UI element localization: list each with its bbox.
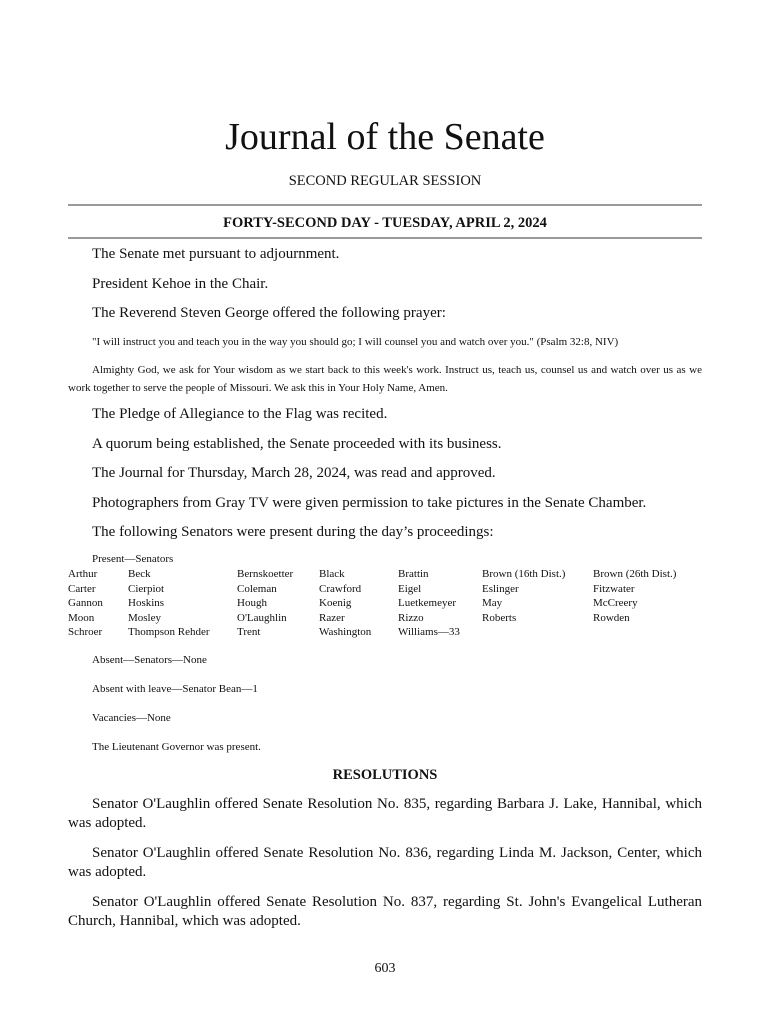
- senator-name: Luetkemeyer: [398, 597, 457, 610]
- roster-column: [398, 567, 460, 640]
- senator-name: Arthur: [68, 568, 98, 580]
- senator-name: Thompson Rehder: [128, 626, 210, 639]
- senator-name: Razer: [319, 611, 345, 624]
- senator-name: Coleman: [237, 582, 277, 595]
- senator-name: Brown (26th Dist.): [593, 568, 677, 580]
- senator-name: McCreery: [593, 597, 638, 610]
- senator-name: Crawford: [319, 582, 362, 595]
- senator-name: Cierpiot: [128, 582, 165, 595]
- present-heading: Present—Senators: [92, 553, 174, 565]
- proceedings-paragraph: The following Senators were present during the day’s proceedings:: [92, 524, 494, 540]
- senator-name: Hoskins: [128, 597, 165, 610]
- senator-name: Trent: [237, 626, 261, 639]
- absent-with-leave-line: Absent with leave—Senator Bean—1: [92, 683, 258, 695]
- lieutenant-governor-line: The Lieutenant Governor was present.: [92, 741, 261, 753]
- senator-name: Brattin: [398, 568, 429, 580]
- senator-name: Bernskoetter: [237, 568, 294, 580]
- senator-name: Koenig: [319, 597, 352, 610]
- proceedings-paragraph: Photographers from Gray TV were given permission to take pictures in the Senate Chamber.: [92, 495, 647, 511]
- proceedings-paragraph: A quorum being established, the Senate proceeded with its business.: [92, 436, 502, 452]
- senator-name: Rowden: [593, 611, 630, 624]
- senator-roster: [0, 567, 770, 647]
- opening-paragraph: The Senate met pursuant to adjournment.: [92, 246, 340, 262]
- senator-name: Hough: [237, 597, 267, 610]
- senator-name: Eslinger: [482, 582, 519, 595]
- senator-name: Beck: [128, 568, 151, 580]
- journal-title: Journal of the Senate: [225, 116, 545, 158]
- roster-column: [319, 567, 371, 640]
- senator-name: Carter: [68, 582, 96, 595]
- day-heading: FORTY-SECOND DAY - TUESDAY, APRIL 2, 2024: [223, 215, 547, 231]
- session-label: SECOND REGULAR SESSION: [288, 173, 482, 189]
- senator-name: Roberts: [482, 611, 517, 624]
- roster-column: [128, 567, 210, 640]
- senator-name: Fitzwater: [593, 582, 635, 595]
- senator-name: Williams—33: [398, 626, 460, 639]
- vacancies-line: Vacancies—None: [92, 712, 171, 724]
- prayer-body: Almighty God, we ask for Your wisdom as we start back to this week's work. Instruct us, teach us, counsel us and watch over us as we work together to serve the people of Missouri. We ask this in Your Holy Name, Amen.: [68, 364, 702, 394]
- resolution-paragraph: Senator O'Laughlin offered Senate Resolution No. 836, regarding Linda M. Jackson, Center, which was adopted.: [68, 845, 702, 880]
- senator-name: O'Laughlin: [237, 611, 287, 624]
- senator-name: Black: [319, 568, 345, 580]
- roster-column: [593, 567, 676, 625]
- bottom-rule: [68, 237, 702, 239]
- absent-line: Absent—Senators—None: [92, 654, 207, 666]
- senator-name: Rizzo: [398, 611, 424, 624]
- proceedings-paragraph: The Pledge of Allegiance to the Flag was recited.: [92, 406, 388, 422]
- resolutions-heading: RESOLUTIONS: [332, 767, 438, 783]
- opening-paragraph: The Reverend Steven George offered the following prayer:: [92, 305, 446, 321]
- senator-name: Brown (16th Dist.): [482, 568, 566, 580]
- senator-name: Eigel: [398, 582, 422, 595]
- senator-name: Moon: [68, 611, 95, 624]
- resolution-paragraph: Senator O'Laughlin offered Senate Resolution No. 835, regarding Barbara J. Lake, Hannibal, which was adopted.: [68, 796, 702, 831]
- resolution-paragraph: Senator O'Laughlin offered Senate Resolution No. 837, regarding St. John's Evangelical Lutheran Church, Hannibal, which was adopted.: [68, 894, 702, 929]
- senator-name: Schroer: [68, 626, 103, 639]
- senator-name: Mosley: [128, 611, 161, 624]
- senator-name: Washington: [319, 626, 372, 639]
- top-rule: [68, 204, 702, 206]
- proceedings-paragraph: The Journal for Thursday, March 28, 2024, was read and approved.: [92, 465, 496, 481]
- prayer-verse: "I will instruct you and teach you in the way you should go; I will counsel you and watch over you." (Psalm 32:8, NIV): [92, 336, 619, 348]
- roster-column: [237, 567, 293, 640]
- page-number: 603: [374, 961, 396, 976]
- roster-column: [68, 567, 103, 640]
- senator-name: Gannon: [68, 597, 103, 610]
- roster-column: [482, 567, 565, 625]
- senator-name: May: [482, 597, 503, 610]
- opening-paragraph: President Kehoe in the Chair.: [92, 276, 269, 292]
